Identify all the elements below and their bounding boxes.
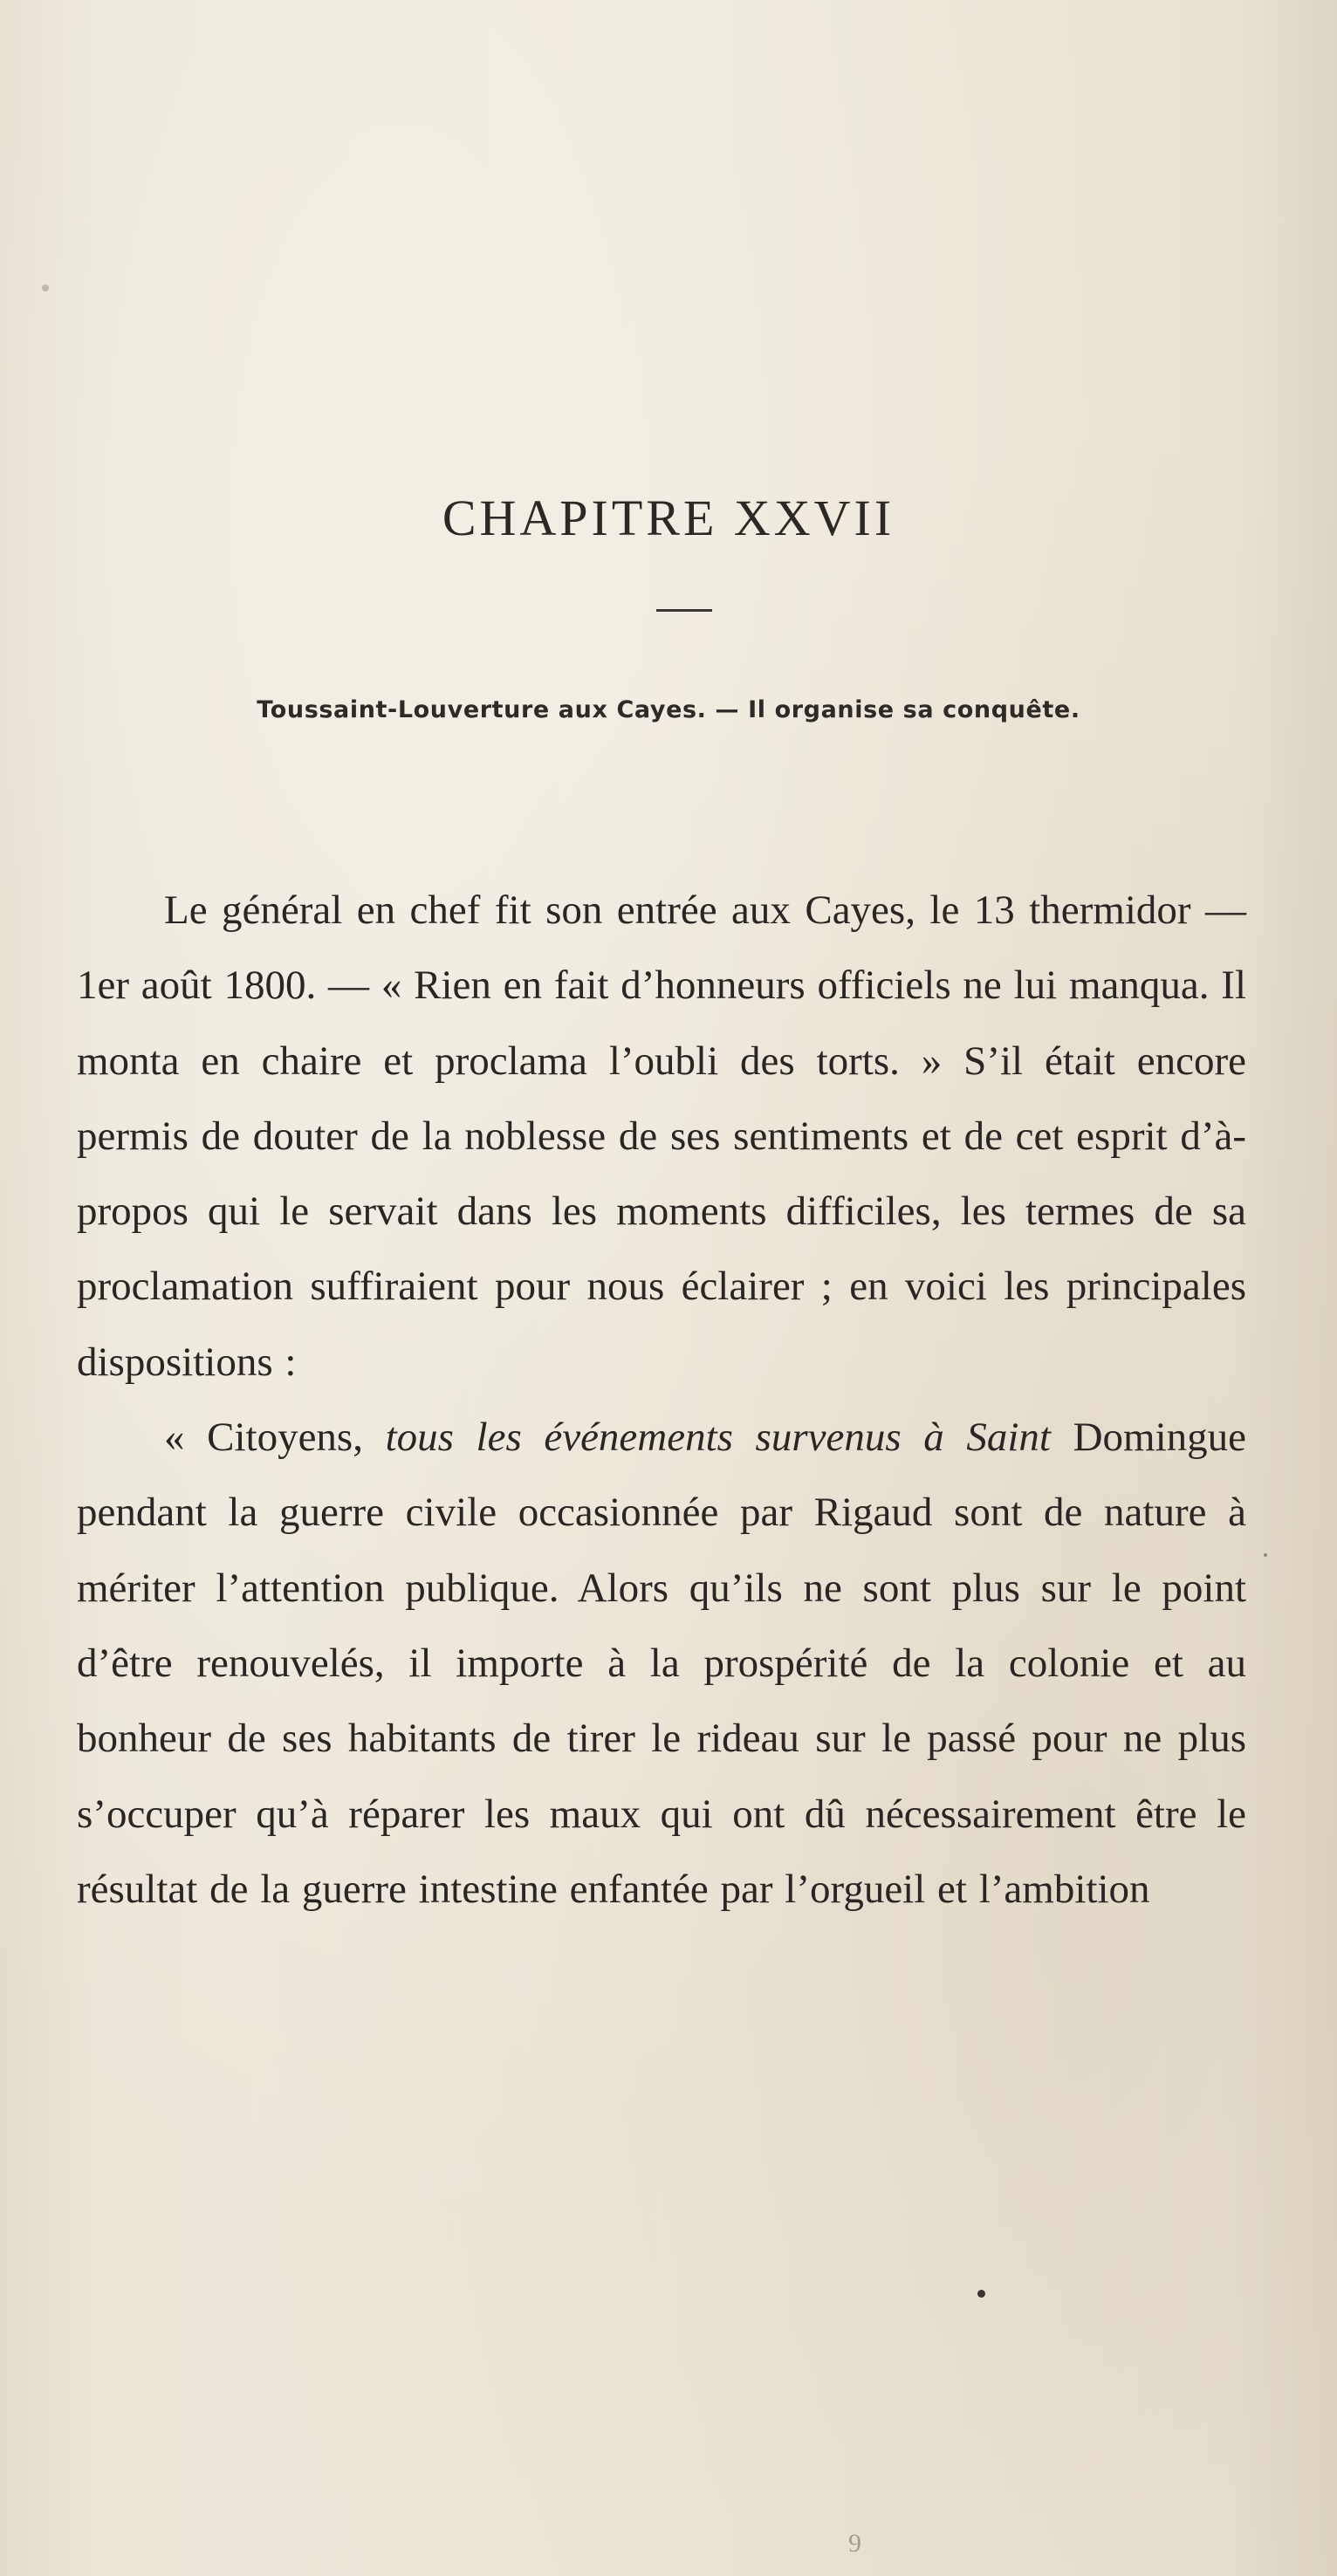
paragraph-proclamation [77, 1400, 1246, 1927]
page-folio: 9 [848, 2529, 861, 2558]
proclamation-text: Domingue pendant la guerre civile occasionnée par Rigaud sont de nature à mériter l’attention publique. Alors qu’ils ne sont plus sur le point d’être renouvelés, il importe à la prospérité de la colonie et au bonheur de ses habitants de tirer le rideau sur le passé pour ne plus s’occuper qu’à réparer les maux qui ont dû nécessairement être le résultat de la guerre intestine enfantée par l’orgueil et l’ambition [77, 1415, 1246, 1912]
ink-speck [1264, 1553, 1267, 1557]
body-text [77, 873, 1246, 1927]
ink-speck [42, 284, 49, 291]
paragraph-intro: Le général en chef fit son entrée aux Cayes, le 13 thermidor — 1er août 1800. — « Rien en fait d’honneurs officiels ne lui manqua. Il monta en chaire et proclama l’oubli des torts. » S’il était encore permis de douter de la noblesse de ses sentiments et de cet esprit d’à-propos qui le servait dans les moments difficiles, les termes de sa proclamation suffiraient pour nous éclairer ; en voici les principales dispositions : [77, 887, 1246, 1385]
show-through-text [52, 79, 1302, 864]
title-rule [656, 609, 712, 612]
chapter-title: CHAPITRE XXVII [442, 490, 895, 546]
quote-open: « Citoyens, [164, 1415, 386, 1461]
ink-speck [977, 2290, 985, 2298]
chapter-summary: Toussaint-Louverture aux Cayes. — Il organise sa conquête. [257, 696, 1080, 723]
quote-italic: tous les événements survenus à Saint [385, 1415, 1051, 1461]
